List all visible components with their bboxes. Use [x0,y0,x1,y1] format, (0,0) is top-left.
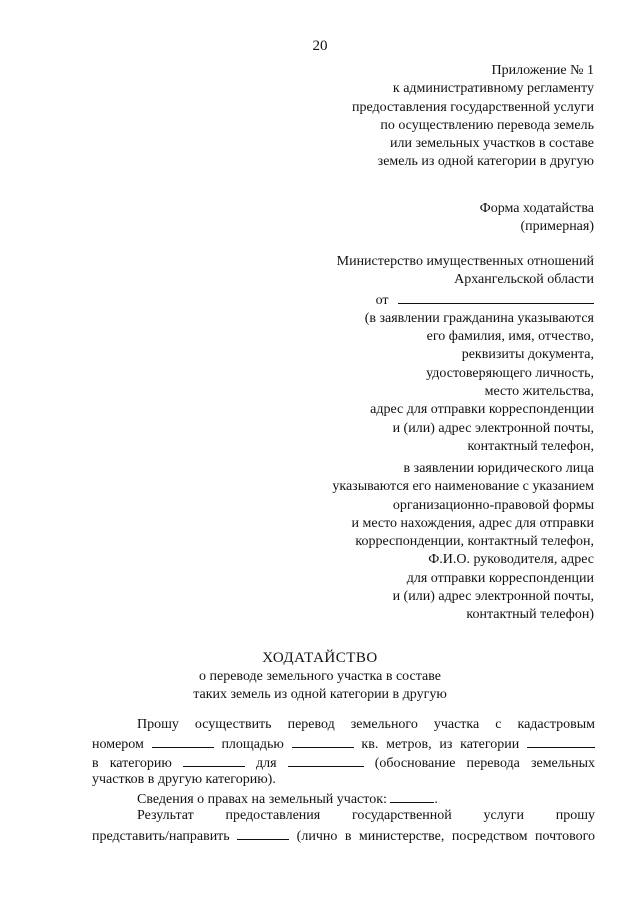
body-line: Прошу осуществить перевод земельного участка с кадастровым [137,717,595,732]
text-span: Сведения о правах на земельный участок: [137,792,387,808]
legal-note-line: организационно-правовой формы [392,497,594,513]
text-span: для [256,755,277,771]
addressee-block [337,253,594,456]
citizen-note-line: и (или) адрес электронной почты, [392,420,594,436]
page-number: 20 [312,38,328,54]
petition-subtitle [0,668,640,704]
purpose-blank[interactable] [288,753,364,767]
appendix-line: или земельных участков в составе [390,136,594,152]
area-blank[interactable] [292,734,354,748]
legal-note-line: корреспонденции, контактный телефон, [355,534,594,550]
delivery-method-blank[interactable] [237,826,289,840]
to-category-blank[interactable] [183,753,245,767]
legal-note-line: и (или) адрес электронной почты, [392,589,594,605]
form-type-line: (примерная) [520,219,594,235]
citizen-note-line: реквизиты документа, [461,347,594,363]
appendix-line: к административному регламенту [392,81,594,97]
form-type-line: Форма ходатайства [479,201,594,216]
body-line: участков в другую категорию). [92,771,276,787]
from-line [337,290,594,310]
body-line [92,734,595,752]
text-span: номером [92,737,144,753]
cadastral-number-blank[interactable] [152,734,214,748]
body-line: Результат предоставления государственной услуги прошу [137,808,595,824]
legal-note-line: Ф.И.О. руководителя, адрес [428,552,594,568]
legal-entity-note [332,460,594,625]
body-line [92,826,595,844]
citizen-note-line: контактный телефон, [467,438,594,454]
citizen-note-line: (в заявлении гражданина указываются [364,310,594,326]
petition-title: ХОДАТАЙСТВО [262,650,378,666]
text-span: представить/направить [92,828,230,844]
legal-note-line: для отправки корреспонденции [406,570,594,586]
citizen-note-line: место жительства, [484,384,594,400]
text-span: кв. метров, из категории [361,737,520,753]
text-span: (обоснование перевода земельных [374,755,596,771]
legal-note-line: указываются его наименование с указанием [332,479,594,495]
from-label: от [375,292,389,308]
text-span: площадью [221,737,284,753]
ministry-line: Архангельской области [454,272,594,288]
subtitle-line: о переводе земельного участка в составе [199,669,441,684]
citizen-note-line: удостоверяющего личность, [426,365,594,381]
legal-note-line: и место нахождения, адрес для отправки [351,515,594,531]
body-line [92,753,595,771]
subtitle-line: таких земель из одной категории в другую [193,687,447,702]
ministry-line: Министерство имущественных отношений [336,254,594,269]
petition-body [92,716,595,844]
text-span: (лично в министерстве, посредством почтового [296,828,595,844]
text-span: в категорию [92,755,172,771]
rights-blank[interactable] [390,789,434,803]
citizen-note-line: его фамилия, имя, отчество, [426,329,594,345]
from-blank[interactable] [398,290,594,304]
appendix-line: предоставления государственной услуги [352,99,594,115]
citizen-note-line: адрес для отправки корреспонденции [370,402,594,418]
legal-note-line: в заявлении юридического лица [403,461,594,476]
appendix-line: по осуществлению перевода земель [380,117,594,133]
from-category-blank[interactable] [527,734,595,748]
appendix-line: земель из одной категории в другую [377,154,594,170]
text-span: . [434,792,438,808]
form-type-label [480,200,594,237]
body-line [92,789,595,807]
appendix-line: Приложение № 1 [491,63,594,78]
appendix-header [352,62,594,172]
legal-note-line: контактный телефон) [466,607,594,623]
